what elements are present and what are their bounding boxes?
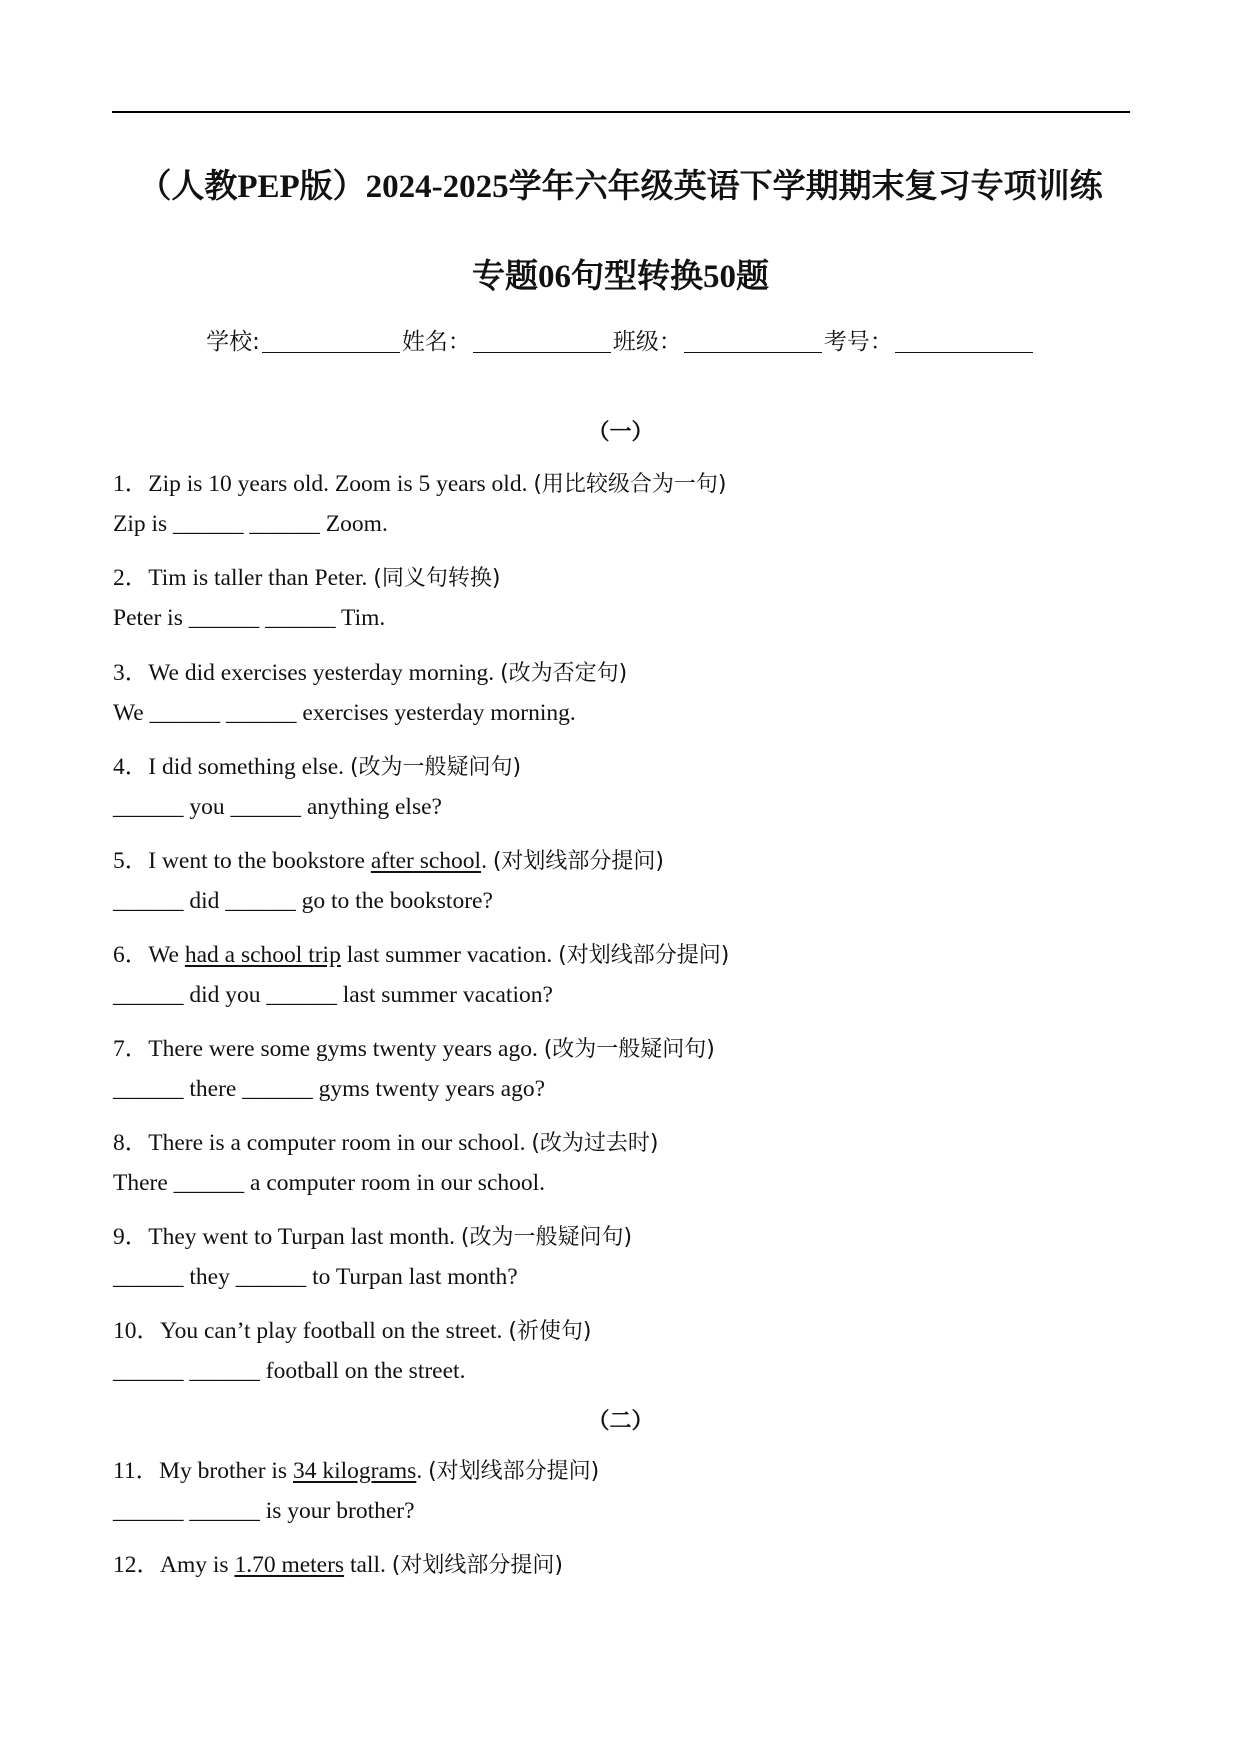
question-6 [113, 935, 729, 969]
class-label: 班级： [612, 329, 682, 355]
question-text: You can’t play football on the street. [160, 1318, 509, 1344]
question-number: 1． [113, 471, 149, 497]
question-text: We [148, 942, 185, 968]
question-4 [113, 747, 521, 781]
answer-line-2[interactable]: Peter is ______ ______ Tim. [113, 605, 386, 631]
instruction: (改为一般疑问句) [543, 1037, 715, 1062]
question-number: 8． [113, 1130, 149, 1156]
document-subtitle: 专题06句型转换50题 [472, 259, 769, 295]
instruction: (改为过去时) [531, 1131, 659, 1156]
question-number: 6． [113, 942, 149, 968]
question-number: 12． [113, 1552, 160, 1578]
answer-line-4[interactable]: ______ you ______ anything else? [113, 794, 442, 820]
question-text: I went to the bookstore [148, 848, 371, 874]
underlined-phrase: after school [370, 848, 482, 874]
instruction: (对划线部分提问) [428, 1459, 600, 1484]
answer-line-9[interactable]: ______ they ______ to Turpan last month? [113, 1264, 518, 1290]
student-info-line [0, 323, 1241, 356]
question-text-end: last summer vacation. [340, 942, 559, 968]
top-rule [112, 111, 1130, 113]
question-number: 2． [113, 565, 149, 591]
name-label: 姓名： [401, 329, 471, 355]
question-text: I did something else. [148, 754, 350, 780]
underlined-phrase: 34 kilograms [292, 1458, 417, 1484]
instruction: (改为一般疑问句) [460, 1225, 633, 1250]
instruction: (对划线部分提问) [391, 1553, 563, 1578]
answer-line-1[interactable]: Zip is ______ ______ Zoom. [113, 511, 388, 537]
section-heading-2: （二） [587, 1409, 654, 1434]
question-number: 11． [113, 1458, 160, 1484]
answer-line-11[interactable]: ______ ______ is your brother? [113, 1498, 415, 1524]
instruction: (祈使句) [508, 1319, 592, 1344]
question-3 [113, 653, 627, 687]
number-field[interactable] [895, 328, 1033, 353]
document-title: （人教PEP版）2024-2025学年六年级英语下学期期末复习专项训练 [138, 169, 1103, 205]
question-text: My brother is [159, 1458, 293, 1484]
question-number: 7． [113, 1036, 149, 1062]
name-field[interactable] [473, 328, 611, 353]
underlined-phrase: had a school trip [184, 942, 341, 968]
class-field[interactable] [684, 328, 822, 353]
question-2 [113, 558, 500, 592]
question-text: Zip is 10 years old. Zoom is 5 years old. [148, 471, 534, 497]
question-11 [113, 1451, 599, 1485]
school-field[interactable] [262, 328, 400, 353]
question-12 [113, 1545, 563, 1579]
question-number: 3． [113, 660, 149, 686]
question-text: They went to Turpan last month. [148, 1224, 461, 1250]
instruction: (改为一般疑问句) [349, 755, 522, 780]
answer-line-6[interactable]: ______ did you ______ last summer vacation? [113, 982, 553, 1008]
question-text: Amy is [160, 1552, 235, 1578]
question-9 [113, 1217, 632, 1251]
question-number: 9． [113, 1224, 149, 1250]
answer-line-8[interactable]: There ______ a computer room in our school. [113, 1170, 546, 1196]
underlined-phrase: 1.70 meters [234, 1552, 345, 1578]
question-text: There were some gyms twenty years ago. [148, 1036, 544, 1062]
section-heading-1: （一） [587, 420, 654, 445]
answer-line-5[interactable]: ______ did ______ go to the bookstore? [113, 888, 493, 914]
question-number: 10． [113, 1318, 160, 1344]
instruction: (用比较级合为一句) [533, 472, 727, 497]
question-text: Tim is taller than Peter. [148, 565, 374, 591]
instruction: (同义句转换) [373, 566, 501, 591]
question-5 [113, 841, 664, 875]
question-text-end: tall. [344, 1552, 392, 1578]
answer-line-7[interactable]: ______ there ______ gyms twenty years ago? [113, 1076, 546, 1102]
instruction: (改为否定句) [500, 661, 628, 686]
question-text: There is a computer room in our school. [148, 1130, 532, 1156]
question-number: 5． [113, 848, 149, 874]
answer-line-10[interactable]: ______ ______ football on the street. [113, 1358, 466, 1384]
instruction: (对划线部分提问) [492, 849, 665, 874]
question-10 [113, 1311, 591, 1345]
question-number: 4． [113, 754, 149, 780]
question-text: We did exercises yesterday morning. [148, 660, 501, 686]
question-8 [113, 1123, 659, 1157]
question-text-end: . [416, 1458, 429, 1484]
question-text-end: . [481, 848, 493, 874]
answer-line-3[interactable]: We ______ ______ exercises yesterday morning. [113, 700, 576, 726]
question-1 [113, 464, 727, 498]
number-label: 考号： [823, 329, 893, 355]
instruction: (对划线部分提问) [558, 943, 730, 968]
school-label: 学校: [206, 329, 260, 355]
question-7 [113, 1029, 715, 1063]
